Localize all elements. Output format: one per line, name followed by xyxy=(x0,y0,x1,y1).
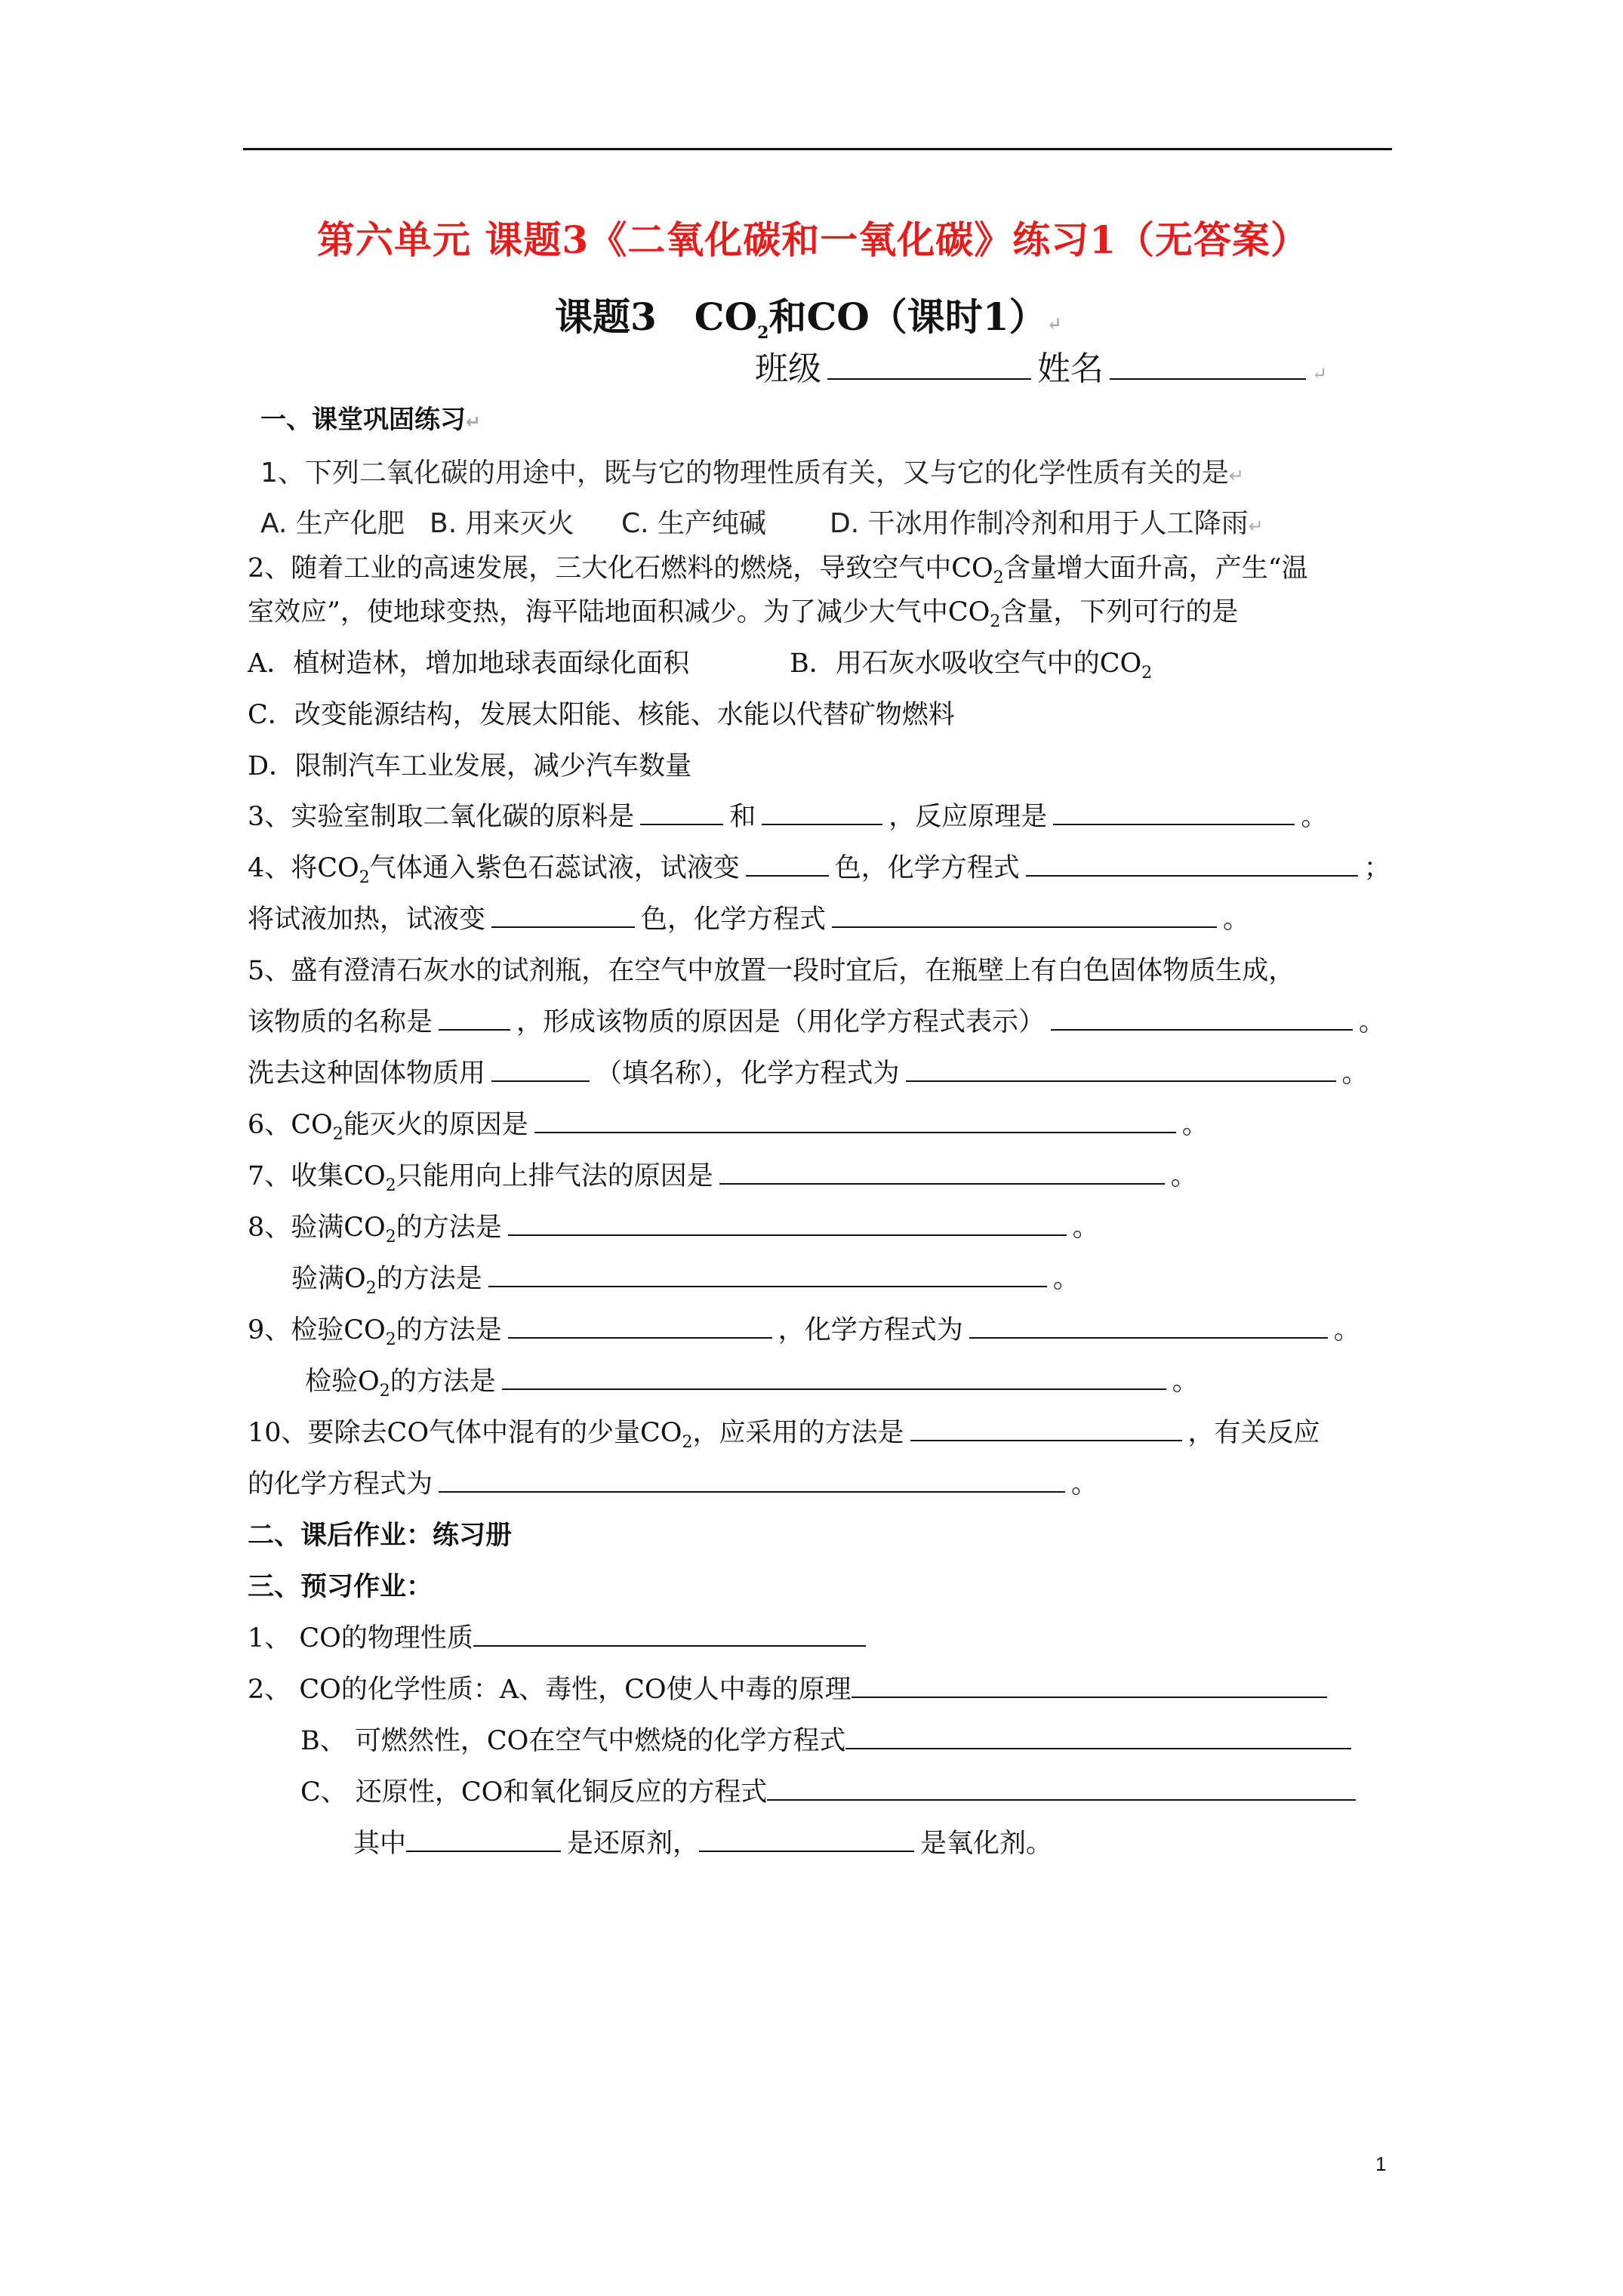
lesson-subtitle: 课题3 $CO_2$和CO（课时1）↵ xyxy=(555,294,1062,343)
question-5-line-2: 该物质的名称是 ，形成该物质的原因是（用化学方程式表示） 。 xyxy=(248,1007,1386,1037)
preview-2-line-2: B、 可燃然性，CO在空气中燃烧的化学方程式 xyxy=(300,1720,1357,1758)
question-2-line-1: 2、随着工业的高速发展，三大化石燃料的燃烧，导致空气中$CO_2$含量增大面升高，产生“温 xyxy=(248,553,1308,587)
question-1-stem: 1、下列二氧化碳的用途中，既与它的物理性质有关，又与它的化学性质有关的是↵ xyxy=(260,458,1245,488)
class-blank xyxy=(827,356,1031,380)
preview-2-line-4: 其中 是还原剂， 是氧化剂。 xyxy=(353,1829,1053,1859)
name-label: 姓名 xyxy=(1037,350,1104,388)
q1-option-c: C. 生产纯碱 xyxy=(621,508,767,539)
question-9-line-1: 9、检验$CO_2$的方法是 ，化学方程式为 。 xyxy=(248,1315,1360,1349)
q2-option-a: A．植树造林，增加地球表面绿化面积 xyxy=(248,649,690,679)
question-5-line-3: 洗去这种固体物质用 （填名称），化学方程式为 。 xyxy=(248,1059,1369,1089)
name-blank xyxy=(1110,356,1306,380)
q1-option-b: B. 用来灭火 xyxy=(430,508,574,539)
section-heading-2: 二、课后作业：练习册 xyxy=(248,1520,513,1551)
question-8-line-2: 验满$O_2$的方法是 。 xyxy=(291,1264,1079,1298)
question-1-options: A. 生产化肥 B. 用来灭火 C. 生产纯碱 D. 干冰用作制冷剂和用于人工降雨↵ xyxy=(260,502,1264,541)
question-4-line-2: 将试液加热，试液变 色，化学方程式 。 xyxy=(248,905,1250,935)
section-heading-1: 一、课堂巩固练习↵ xyxy=(260,405,482,435)
preview-1: 1、 CO的物理性质 xyxy=(248,1617,872,1655)
section-heading-3: 三、预习作业： xyxy=(248,1571,433,1602)
q2-option-b: B．用石灰水吸收空气中的CO xyxy=(790,649,1142,679)
q1-option-a: A. 生产化肥 xyxy=(260,508,405,539)
preview-2-line-3: C、 还原性，CO和氧化铜反应的方程式 xyxy=(300,1771,1362,1809)
document-title: 第六单元 课题3《二氧化碳和一氧化碳》练习1（无答案） xyxy=(317,217,1309,262)
question-4-line-1: 4、将$CO_2$气体通入紫色石蕊试液，试液变 色，化学方程式 ； xyxy=(248,853,1390,887)
question-3: 3、实验室制取二氧化碳的原料是 和 ，反应原理是 。 xyxy=(248,802,1328,832)
question-5-line-1: 5、盛有澄清石灰水的试剂瓶，在空气中放置一段时宜后，在瓶壁上有白色固体物质生成， xyxy=(248,956,1295,986)
question-2-line-2: 室效应”，使地球变热，海平陆地面积减少。为了减少大气中$CO_2$含量，下列可行的是 xyxy=(248,597,1239,631)
page-number: 1 xyxy=(1375,2153,1387,2175)
question-6: 6、$CO_2$能灭火的原因是 。 xyxy=(248,1110,1209,1144)
question-8-line-1: 8、验满$CO_2$的方法是 。 xyxy=(248,1213,1099,1247)
q1-option-d: D. 干冰用作制冷剂和用于人工降雨 xyxy=(830,508,1249,539)
preview-2-line-1: 2、 CO的化学性质：A、毒性，CO使人中毒的原理 xyxy=(248,1669,1333,1706)
q2-option-c: C．改变能源结构，发展太阳能、核能、水能以代替矿物燃料 xyxy=(248,700,955,730)
question-10-line-1: 10、要除去CO气体中混有的少量$CO_2$，应采用的方法是 ，有关反应 xyxy=(248,1418,1320,1452)
question-9-line-2: 检验$O_2$的方法是 。 xyxy=(305,1367,1199,1401)
question-2-options-ab: A．植树造林，增加地球表面绿化面积 B．用石灰水吸收空气中的$CO_2$ xyxy=(248,643,1152,683)
class-label: 班级 xyxy=(755,350,821,388)
question-10-line-2: 的化学方程式为 。 xyxy=(248,1469,1098,1499)
q2-option-d: D．限制汽车工业发展，减少汽车数量 xyxy=(248,751,692,781)
question-7: 7、收集$CO_2$只能用向上排气法的原因是 。 xyxy=(248,1161,1197,1195)
header-rule xyxy=(243,148,1392,150)
class-name-line: 班级 姓名 ↵ xyxy=(755,350,1328,388)
